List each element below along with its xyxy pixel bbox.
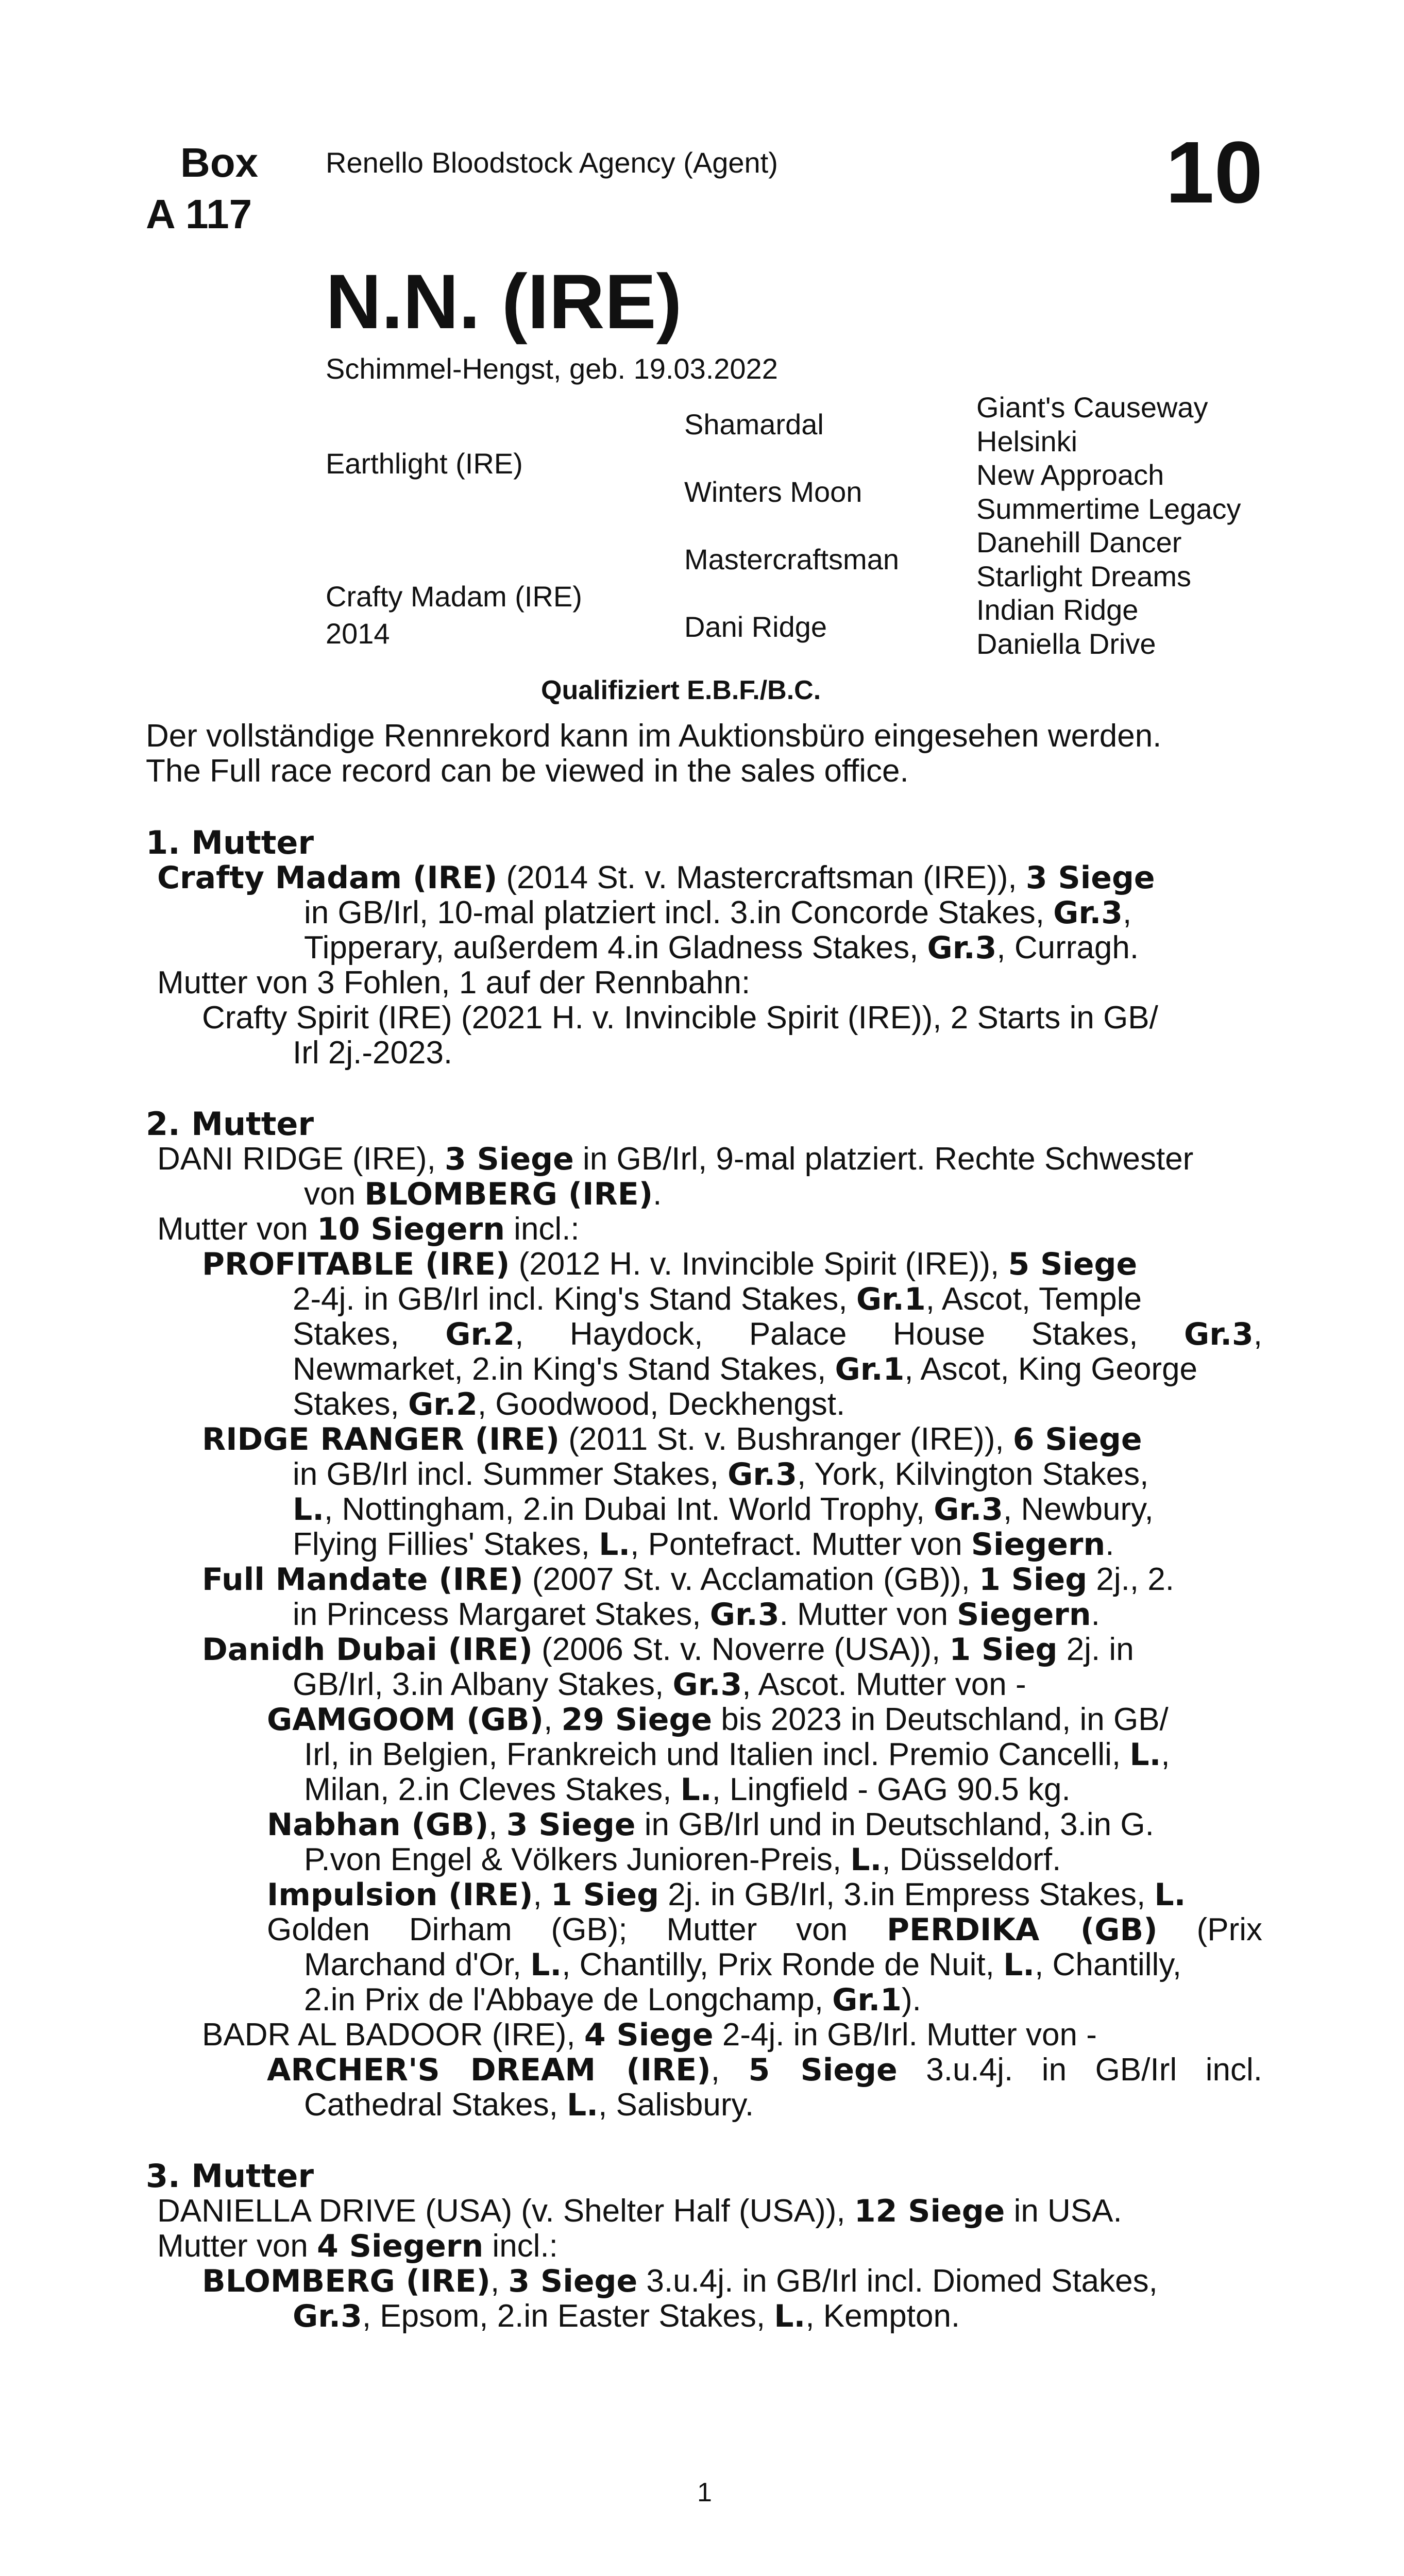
dam-entry: DANIELLA DRIVE (USA) (v. Shelter Half (USA)), 12 Siege in USA.: [157, 2193, 1122, 2229]
section-heading-1: 1. Mutter: [146, 824, 314, 861]
grand-produce-entry: GAMGOOM (GB), 29 Siege bis 2023 in Deutschland, in GB/: [267, 1702, 1169, 1738]
dam-entry: DANI RIDGE (IRE), 3 Siege in GB/Irl, 9-mal platziert. Rechte Schwester: [157, 1141, 1194, 1177]
produce-entry-line: Newmarket, 2.in King's Stand Stakes, Gr.1, Ascot, King George: [293, 1351, 1198, 1387]
pedigree-great-grandparent: Giant's Causeway: [976, 391, 1208, 423]
page-number: 1: [697, 2478, 712, 2507]
pedigree-dam: Crafty Madam (IRE): [326, 580, 582, 613]
pedigree-great-grandparent: Danehill Dancer: [976, 526, 1182, 558]
intro-text: [146, 719, 1161, 789]
pedigree-great-grandparent: Starlight Dreams: [976, 560, 1192, 592]
produce-entry-line: GB/Irl, 3.in Albany Stakes, Gr.3, Ascot. Mutter von -: [293, 1667, 1026, 1703]
qualification: Qualifiziert E.B.F./B.C.: [541, 675, 821, 705]
produce-entry-line: Stakes, Gr.2, Goodwood, Deckhengst.: [293, 1386, 845, 1422]
pedigree-grandparent: Mastercraftsman: [684, 543, 899, 575]
horse-name: N.N. (IRE): [326, 258, 682, 345]
produce-summary: Mutter von 10 Siegern incl.:: [157, 1211, 580, 1247]
pedigree-great-grandparent: Daniella Drive: [976, 628, 1156, 660]
produce-summary: Mutter von 3 Fohlen, 1 auf der Rennbahn:: [157, 965, 751, 1001]
pedigree-great-grandparent: New Approach: [976, 459, 1164, 491]
produce-entry-line: in Princess Margaret Stakes, Gr.3. Mutter von Siegern.: [293, 1597, 1100, 1633]
pedigree-great-grandparent: Summertime Legacy: [976, 493, 1241, 525]
produce-entry-line: Flying Fillies' Stakes, L., Pontefract. Mutter von Siegern.: [293, 1527, 1114, 1563]
produce-entry-line: in GB/Irl incl. Summer Stakes, Gr.3, York, Kilvington Stakes,: [293, 1456, 1149, 1493]
grand-produce-entry: Impulsion (IRE), 1 Sieg 2j. in GB/Irl, 3.in Empress Stakes, L.: [267, 1877, 1186, 1913]
dam-entry: Crafty Madam (IRE) (2014 St. v. Mastercraftsman (IRE)), 3 Siege: [157, 860, 1155, 896]
pedigree-great-grandparent: Indian Ridge: [976, 594, 1139, 626]
section-heading-2: 2. Mutter: [146, 1105, 314, 1143]
grand-produce-entry: ARCHER'S DREAM (IRE), 5 Siege 3.u.4j. in GB/Irl incl.: [267, 2052, 1262, 2088]
grand-produce-entry-line: Irl, in Belgien, Frankreich und Italien incl. Premio Cancelli, L.,: [304, 1737, 1170, 1773]
foal-entry-line: Irl 2j.-2023.: [293, 1035, 453, 1071]
grand-produce-entry: Nabhan (GB), 3 Siege in GB/Irl und in Deutschland, 3.in G.: [267, 1807, 1154, 1843]
produce-entry-line: L., Nottingham, 2.in Dubai Int. World Trophy, Gr.3, Newbury,: [293, 1492, 1154, 1528]
produce-entry-line: 2-4j. in GB/Irl incl. King's Stand Stakes, Gr.1, Ascot, Temple: [293, 1281, 1142, 1317]
dam-entry-line: Tipperary, außerdem 4.in Gladness Stakes, Gr.3, Curragh.: [304, 930, 1139, 966]
grand-produce-entry-line: P.von Engel & Völkers Junioren-Preis, L., Düsseldorf.: [304, 1842, 1061, 1878]
horse-description: Schimmel-Hengst, geb. 19.03.2022: [326, 352, 778, 385]
grand-produce-entry-line: Milan, 2.in Cleves Stakes, L., Lingfield - GAG 90.5 kg.: [304, 1772, 1071, 1808]
pedigree-grandparent: Shamardal: [684, 408, 824, 440]
produce-entry: BADR AL BADOOR (IRE), 4 Siege 2-4j. in GB/Irl. Mutter von -: [202, 2017, 1097, 2053]
produce-entry: Danidh Dubai (IRE) (2006 St. v. Noverre (USA)), 1 Sieg 2j. in: [202, 1632, 1134, 1668]
grand-produce-entry-line: 2.in Prix de l'Abbaye de Longchamp, Gr.1).: [304, 1982, 921, 2018]
pedigree-sire: Earthlight (IRE): [326, 447, 523, 480]
grand-produce-entry-line: Marchand d'Or, L., Chantilly, Prix Ronde de Nuit, L., Chantilly,: [304, 1947, 1181, 1983]
pedigree-grandparent: Winters Moon: [684, 476, 862, 508]
produce-entry: BLOMBERG (IRE), 3 Siege 3.u.4j. in GB/Irl incl. Diomed Stakes,: [202, 2263, 1158, 2299]
produce-entry-line: Stakes, Gr.2, Haydock, Palace House Stakes, Gr.3,: [293, 1316, 1263, 1352]
produce-entry: Full Mandate (IRE) (2007 St. v. Acclamation (GB)), 1 Sieg 2j., 2.: [202, 1562, 1175, 1598]
produce-entry-line: Gr.3, Epsom, 2.in Easter Stakes, L., Kempton.: [293, 2298, 960, 2334]
produce-entry: RIDGE RANGER (IRE) (2011 St. v. Bushranger (IRE)), 6 Siege: [202, 1421, 1142, 1458]
dam-entry-line: in GB/Irl, 10-mal platziert incl. 3.in Concorde Stakes, Gr.3,: [304, 895, 1132, 931]
lot-number: 10: [1165, 124, 1263, 222]
dam-entry-line: von BLOMBERG (IRE).: [304, 1176, 662, 1212]
box-number: A 117: [146, 191, 252, 237]
pedigree-great-grandparent: Helsinki: [976, 425, 1078, 457]
box-label: Box: [180, 140, 259, 185]
produce-entry: PROFITABLE (IRE) (2012 H. v. Invincible Spirit (IRE)), 5 Siege: [202, 1246, 1138, 1282]
grand-produce-entry-line: Golden Dirham (GB); Mutter von PERDIKA (GB) (Prix: [267, 1912, 1262, 1948]
produce-summary: Mutter von 4 Siegern incl.:: [157, 2228, 558, 2264]
foal-entry: Crafty Spirit (IRE) (2021 H. v. Invincible Spirit (IRE)), 2 Starts in GB/: [202, 1000, 1158, 1036]
agent-name: Renello Bloodstock Agency (Agent): [326, 146, 778, 179]
pedigree-dam-year: 2014: [326, 617, 390, 650]
intro-line-en: The Full race record can be viewed in the sales office.: [146, 753, 909, 789]
section-heading-3: 3. Mutter: [146, 2157, 314, 2195]
intro-line-de: Der vollständige Rennrekord kann im Auktionsbüro eingesehen werden.: [146, 718, 1162, 754]
grand-produce-entry-line: Cathedral Stakes, L., Salisbury.: [304, 2087, 754, 2123]
pedigree-grandparent: Dani Ridge: [684, 611, 827, 643]
